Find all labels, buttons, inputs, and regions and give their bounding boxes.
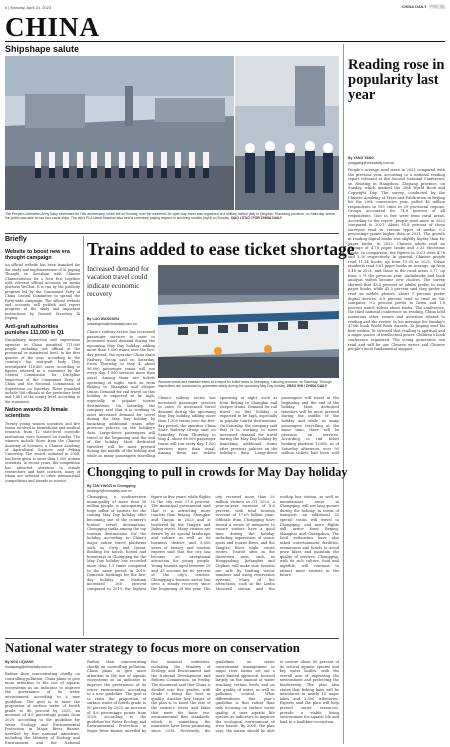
column-divider-right xyxy=(343,44,344,744)
column-divider-briefly xyxy=(83,236,84,636)
trains-caption-text: Workers check and maintain trains at a depot for bullet trains in Shenyang, Liaoning province, on Saturday. Through inspections are conducted to guarantee safety during the upcoming May Day holiday. xyxy=(158,380,332,389)
trains-photo xyxy=(158,265,339,378)
navy-photo-right xyxy=(235,56,339,210)
navy-photo-left xyxy=(5,56,234,210)
chongqing-email: tanyingzi@chinadaily.com.cn xyxy=(87,488,132,493)
water-headline: National water strategy to focus more on conservation xyxy=(5,641,300,655)
page-header-bar xyxy=(5,3,445,11)
shipshape-photo-credit: XIAO LITAO / FOR CHINA DAILY xyxy=(230,216,283,221)
reading-author: By YANG YANG xyxy=(348,156,374,160)
reading-headline: Reading rose in popularity last year xyxy=(348,57,445,104)
reading-email: yangyang@chinadaily.com.cn xyxy=(348,160,395,165)
trains-headline: Trains added to ease ticket shortage xyxy=(87,239,355,259)
trains-photo-credit: ZHAO SHI / CHINA DAILY xyxy=(286,384,328,389)
brand-name: CHINA DAILY xyxy=(401,4,427,9)
water-email: houliqiang@chinadaily.com.cn xyxy=(5,664,53,669)
shipshape-caption-text: The People's Liberation Army Navy celebrates its 74th anniversary, which fell on Sunday, over the weekend. An open day event was organized at a military harbor (left) in Qingdao, Shandong province, on Saturday, where the public was able to tour four naval ships. The city's PLA Naval Museum also held a ceremony paying respect to surviving models (right) on Sunday. xyxy=(5,212,335,221)
brief-body: Disciplinary inspection and supervision agencies in China punished 111,000 people, including one official at the provincial or ministerial level, in the first quarter of the year, according to the country's top anti-graft body. They investigated 118,400 cases, according to figures released in a statement by the Central Commission for Discipline Inspection of the Communist Party of China and the National Commission of Supervision on Saturday. These punished include 166 officials at the prefecture level and 1,481 at the county level, according to the statement. xyxy=(5,338,80,404)
water-top-rule xyxy=(5,638,339,639)
page-date: 6 | Monday, April 24, 2023 xyxy=(5,4,52,10)
shipshape-section-title: Shipshape salute xyxy=(5,44,80,54)
trains-body-cols: China's railway sector has increased passenger services to cater to increased travel demand during the upcoming May Day holiday, adding more than 1,500 trains over the five-day period, the operator China State Railway Group said on Saturday. From Thursday to May 4, about 96,000 passenger trains will run every day, 1,500 services more than usual. Among them are tickets operating at night, such as from Beijing to Shanghai and sleeper trains. Demand for rail travel on this holiday is expected to be high, especially in popular tourist destinations. On Saturday, the company said that it is working to meet increased demand for travel during the May Day holiday by launching additional trains after previous policies on the holiday's data. Large-drove passengers will travel at the beginning and the end of the holiday. Most dedicated travelers will be most pressed during the middle of the holiday and while as many passengers travelling at the same time, there will be pressure on services. According to rail ticket booking platform 12306, as of Saturday afternoon, over 90 million tickets had been sold xyxy=(158,396,339,456)
bullet-train-image xyxy=(158,265,339,378)
water-body-col-1: Rather than concentrating chiefly on controlling pollution, China plans to give more attention to the use of aquatic ecosystems as an indicator to improve the governance of its water environment, according to a new guideline. The goal is to raise the proportion of surface water of fourth grade to 80 percent by 2025, an increase of 4.6 percentage points from 2020, according to the guideline for Water Ecology and Environmental Protection in Major River Basins, unveiled by five national ministries, including the Ministry of Ecology and Environment and the National xyxy=(5,672,80,744)
shipshape-caption xyxy=(5,212,339,230)
reading-byline xyxy=(348,156,445,165)
trains-body-col-1: China's railway sector has increased passenger services to cater to increased travel demand during the upcoming May Day holiday, adding more than 1,500 trains over the five-day period, the operator China State Railway Group said on Saturday. From Thursday to May 4, about 96,000 passenger trains will run every day, 1,500 services more than usual. Among them are tickets operating at night, such as from Beijing to Shanghai and sleeper trains. Demand for rail travel on this holiday is expected to be high, especially in popular tourist destinations. On Saturday, the company said that it is working to meet increased demand for travel during the May Day holiday by launching additional trains after previous policies on the holiday's data. Large-drove passengers will travel at the beginning and the end of the holiday. Most dedicated travelers will be most pressed during the middle of the holiday and while as many passengers travelling xyxy=(87,330,155,459)
chongqing-author: By TAN YINGZI in Chongqing xyxy=(87,484,136,488)
chongqing-byline xyxy=(87,484,147,493)
brand-name-cn: 中国日报 xyxy=(429,4,445,9)
trains-email: luowangshu@chinadaily.com.cn xyxy=(87,321,137,326)
reading-body: People's average read more in 2022 compared with the previous year, according to a national reading report released at the Second National Conference on Reading in Hangzhou, Zhejiang province, on Sunday, which marked the 28th World Book and Copyright Day. The survey, conducted by the Chinese Academy of Press and Publication in Beijing for the 20th consecutive year, polled 46 million respondents in 155 cities in 29 provincial regions. Groups accounted for 74.8 percent of all respondents. One in five were from rural areas. According to the report, people read more in 2022 compared to 2021. About 81.8 percent of those surveyed read in various types of media, 0.2 percentage points higher than in 2021. The growth in reading digital books was slightly higher than for paper books. In 2022, Chinese adults read an average of 4.78 paper books and 3.33 electronic books. In comparison, the figures in 2021 were 4.76 and 3.30 respectively. In general, Chinese people read 11.14 books, up from 10.93 in 2021. Urban residents read 5.61 paper books on average, up from 5.48 in 2021, and those in the rural areas 3.77, up from 3.79 the previous year. Audiobooks and book analysis videos became new choices. The survey showed that 43.5 percent of adults prefer to read paper books, while 45.5 percent said they prefer to read on mobile phones, about 7 percent prefer digital devices, 6.9 percent tend to read on the computer, 9.2 percent prefer to listen and 1.8 percent watch videos about books. The conference, the third national conference on reading, China held numerous other events and activities related to reading and the review. In his message for Sunday's 475th book World Book Awards, Xi Jinping sent his best wishes. Xi stressed that reading is spiritual and a major source of intellectual power. Children's book conference organized. The young generation can read and will be one Chinese writer and Chinese people's most fundamental support. xyxy=(348,168,445,352)
masthead-rule xyxy=(5,41,445,42)
brief-body: An official website has been launched for the study and implementation of Xi Jinping Thought on Socialism with Chinese Characteristics for a New Era, together with relevant official accounts on media platform WeChat. It is run by the publicity program led by the Communist Party of China Central Committee to spread the Party-wide campaign. The official website and accounts will publish and report progress of the study and important instructions by General Secretary Xi Jinping. xyxy=(5,263,80,321)
briefly-list xyxy=(5,246,80,636)
brief-body: Twenty young women scientists and five teams involved in biomedicine and medical research from 12 state-level scientific institutions were honored on Sunday. The winners include those from the Chinese Academy of Sciences, a Chinese Academy of Agricultural Sciences and Peking University. The award, initiated in 2004, has been given to more than 1,000 women scientists. In recent years, the competition has attracted attention to female researchers and hard sciences, many of whom are selected to other international competitions and awards in science. xyxy=(5,421,80,483)
briefly-section-title: Briefly xyxy=(5,236,27,243)
water-byline xyxy=(5,660,80,669)
trains-author: By LUO WANGSHU xyxy=(87,317,120,321)
trains-caption xyxy=(158,380,339,394)
navy-parade-image xyxy=(235,56,339,210)
briefly-top-rule xyxy=(5,233,339,234)
water-body-cols: Rather than concentrating chiefly on controlling pollution, China plans to give more attention to the use of aquatic ecosystems as an indicator to improve the governance of its water environment, according to a new guideline. The goal is to raise the proportion of surface water of fourth grade to 80 percent by 2025, an increase of 4.6 percentage points from 2020, according to the guideline for Water Ecology and Environmental Protection in Major River Basins, unveiled by five national ministries, including the Ministry of Ecology and Environment and the National Development and Reform Commission, on Friday. The document said that China is divided into five grades, with Grade I being the best in quality. Another key target of the plan is to boost the rate of the nation's rivers and lakes that meet the basic eco-environmental flow standards, which is something the ministries have been promoting since 2018. Previously, the guidelines on water environment management in major river basins set out a more limited approach, focused largely on the amount of water reaching certain levels and on the quality of water, as well as pollution control. What differentiates this year's guideline is that rather than only focusing on surface water quality, it uses aquatic life species as indicators to improve the ecological environment of river basins. By 2025, the plan says, the nation should be able to restore about 60 percent of its critical aquatic species and key water bodies, with the overall aim of improving the environment and protecting the biodiversity. The plan also states that fishing bans will be introduced in nearly 15 major lakes and 2,000 tributaries. Experts said the plan will help protect water resources, provide a stable living environment for aquatic life and lead to a healthier ecosystem. xyxy=(87,660,339,733)
brief-title: Nation awards 20 female scientists xyxy=(5,407,68,420)
section-masthead: CHINA xyxy=(5,12,101,42)
chongqing-top-rule xyxy=(87,463,339,464)
trains-deck: Increased demand for vacation travel could indicate economic recovery xyxy=(87,265,150,298)
brief-title: Website to boost new era thought campaign xyxy=(5,249,70,262)
trains-byline xyxy=(87,317,155,326)
brief-item xyxy=(5,249,80,321)
brand-label xyxy=(402,4,446,10)
water-author: By HOU LIQIANG xyxy=(5,660,34,664)
navy-ship-image xyxy=(5,56,234,210)
brief-item xyxy=(5,407,80,483)
brief-title: Anti-graft authorities punishes 111,000 in Q1 xyxy=(5,323,65,336)
chongqing-body: Chongqing, a southwestern municipality of more than 30 million people, is anticipating a huge influx of tourists for the coming May Day holiday after becoming one of the country's hottest travel destinations. Chongqing ranks among the top tourism destinations for the holiday, according to China's major online travel platforms such as Ctrip and Qunar. Booking for hotels, hostel and homestays in Chongqing for the May Day holiday has recorded more than 1.1 times compared to the same period in 2019. Domestic bookings for the five-day holiday on Meituan increased 268 percent compared to 2019, the highest figure in five years, while flights to the city rose 27.6 percent. The municipal government said that it is attracting more tourists than Beijing, Shanghai and Tianjin in 2023 and is bordered by the Yangtze and Jialing rivers. Many visitors are drawn by its special landscape and culture as well as its business district and 8,000 years of history, and tourism experts said that the city has become an exceptional attraction for young people. Young tourists aged between 18 and 35 account for 60 percent of the city's tourists. Chongqing's tourism sector has seen a steady recovery since the beginning of the year. The city received more than 20 million visitors in Q1 2023, a year-on-year increase of 8.6 percent, with total tourism revenue of 17.69 billion yuan. Officials from Chongqing have issued a series of measures to ensure visitors have a good time during the holiday, including supervision of scenic spots and tourist flows, and the Yangtze River night cruise routes. Tourist sites in the downtown area, such as Hongyadong, Jiefangbei and Ciqikou, will make sure tourists are safe by limiting visitor numbers and using reservation systems. Many of the attractions, such as the Liziba Monorail station and the rooftop bus station, as well as mountainous areas in Chongqing, will see long queues during the holiday. In terms of transport, an additional 32 special trains will travel to Chongqing, and more flights will arrive from Beijing, Shanghai and Guangzhou. The local authorities have also asked entertainment facilities, restaurants and hotels to avoid price hikes and maintain the quality of services. Chongqing, with its rich culture, food and nightlife, will continue to attract more tourists in the future. xyxy=(87,495,339,591)
brief-item xyxy=(5,324,80,405)
chongqing-headline: Chongqing to pull in crowds for May Day holiday xyxy=(87,465,348,479)
